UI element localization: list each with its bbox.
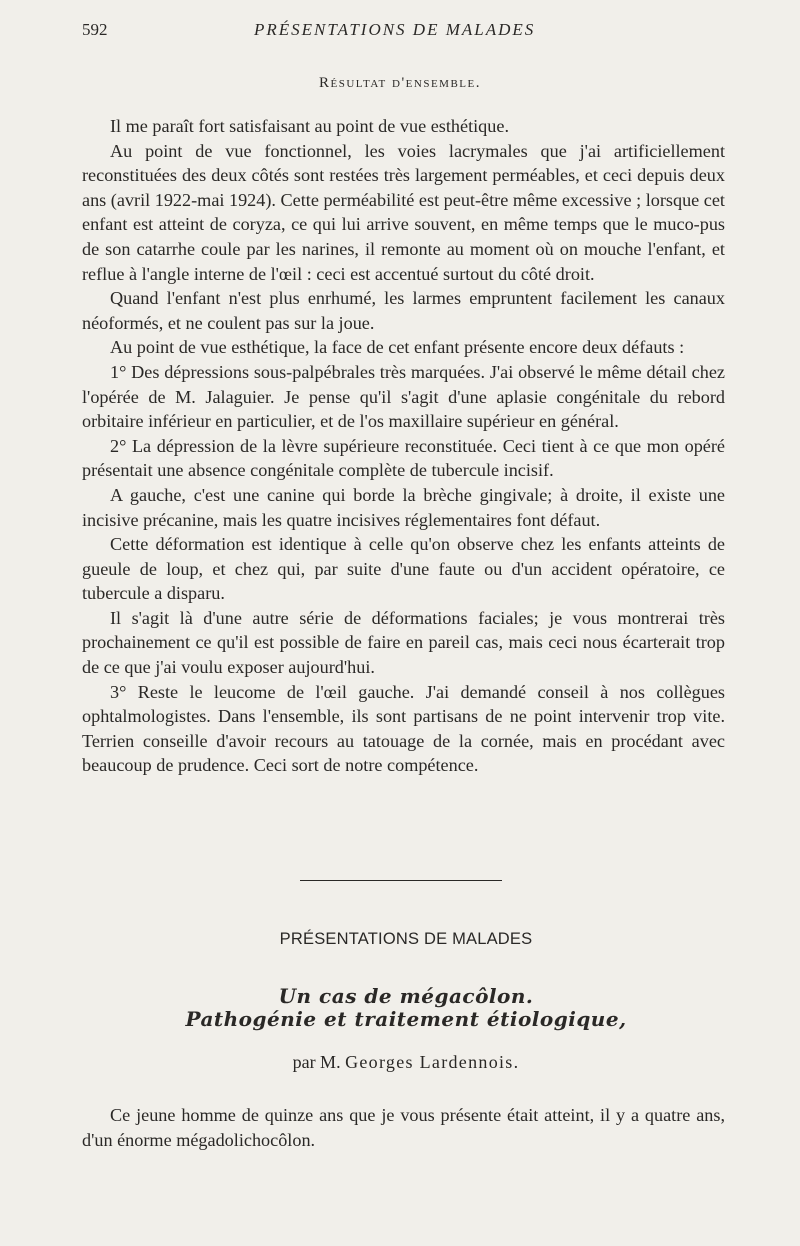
author-name: Georges Lardennois. (345, 1052, 520, 1072)
section-title: Résultat d'ensemble. (319, 75, 481, 91)
running-title: PRÉSENTATIONS DE MALADES (254, 20, 536, 39)
paragraph: 1° Des dépressions sous-palpébrales très marquées. J'ai observé le même détail chez l'opérée de M. Jalaguier. Je pense qu'il s'agit d'une aplasie congénitale du rebord orbitaire inférieur en particulier, et de l'os maxillaire supérieur en général. (82, 361, 725, 432)
byline-prefix: par M. (292, 1052, 341, 1072)
article-intro (82, 1103, 725, 1152)
paragraph: Au point de vue fonctionnel, les voies lacrymales que j'ai artificiellement reconstituées des deux côtés sont restées très largement perméables, et ceci depuis deux ans (avril 1922-mai 1924). Cette perméabilité est peut-être même excessive ; lorsque cet enfant est atteint de coryza, ce qui lui arrive souvent, en même temps que le muco-pus de son catarrhe coule par les narines, il remonte au moment où on mouche l'enfant, et reflue à l'angle interne de l'œil : ceci est accentué surtout du côté droit. (82, 140, 725, 284)
paragraph: A gauche, c'est une canine qui borde la brèche gingivale; à droite, il existe une incisive précanine, mais les quatre incisives réglementaires font défaut. (82, 484, 725, 530)
paragraph: Il me paraît fort satisfaisant au point de vue esthétique. (110, 116, 509, 136)
paragraph: 2° La dépression de la lèvre supérieure reconstituée. Ceci tient à ce que mon opéré présentait une absence congénitale complète de tubercule incisif. (82, 435, 725, 481)
paragraph: Au point de vue esthétique, la face de cet enfant présente encore deux défauts : (110, 337, 685, 358)
paragraph: Ce jeune homme de quinze ans que je vous présente était atteint, il y a quatre ans, d'un énorme mégadolichocôlon. (82, 1105, 725, 1150)
paragraph: Cette déformation est identique à celle qu'on observe chez les enfants atteints de gueule de loup, et chez qui, par suite d'une faute ou d'un accident opératoire, ce tubercule a disparu. (82, 534, 725, 604)
paragraph: Il s'agit là d'une autre série de déformations faciales; je vous montrerai très prochainement ce qu'il est possible de faire en pareil cas, mais ceci nous écarterait trop de ce que j'ai voulu exposer aujourd'hui. (82, 607, 725, 678)
section-heading: PRÉSENTATIONS DE MALADES (279, 930, 533, 948)
paragraph: 3° Reste le leucome de l'œil gauche. J'ai demandé conseil à nos collègues ophtalmologistes. Dans l'ensemble, ils sont partisans de ne point intervenir trop vite. Terrien conseille d'avoir recours au tatouage de la cornée, mais en procédant avec beaucoup de prudence. Ceci sort de notre compétence. (82, 681, 725, 776)
article-title (0, 985, 800, 1031)
paragraph: Quand l'enfant n'est plus enrhumé, les larmes empruntent facilement les canaux néoformés, et ne coulent pas sur la joue. (82, 288, 725, 333)
article-title-line-1: Un cas de mégacôlon. (278, 984, 534, 1008)
section-divider (300, 880, 502, 881)
body-text (82, 114, 725, 778)
byline (0, 1052, 800, 1073)
page-number: 592 (82, 20, 108, 39)
article-title-line-2: Pathogénie et traitement étiologique, (185, 1007, 627, 1031)
